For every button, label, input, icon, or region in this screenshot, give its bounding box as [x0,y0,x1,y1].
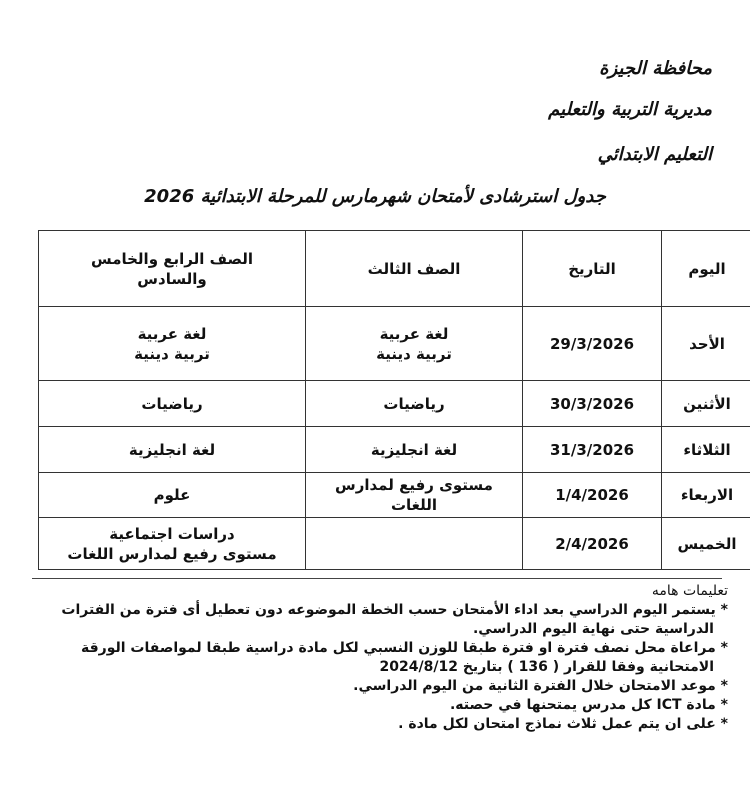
cell-grade456: لغة انجليزية [39,427,306,473]
divider-line [32,578,722,579]
instruction-line: * على ان يتم عمل ثلاث نماذج امتحان لكل مادة . [398,716,728,732]
schedule-title: جدول استرشادى لأمتحان شهرمارس للمرحلة الابتدائية 2026 [144,186,606,207]
instructions-heading: تعليمات هامه [651,583,728,599]
instruction-line: * موعد الامتحان خلال الفترة الثانية من اليوم الدراسي. [353,678,728,694]
cell-date: 29/3/2026 [523,307,662,381]
cell-day: الثلاثاء [662,427,750,473]
cell-grade456: دراسات اجتماعية مستوى رفيع لمدارس اللغات [39,518,306,570]
cell-grade3: لغة انجليزية [306,427,523,473]
instruction-line: * مادة ICT كل مدرس يمتحنها في حصته. [449,697,728,713]
col-header-date: التاريخ [523,231,662,307]
cell-grade3: لغة عربية تربية دينية [306,307,523,381]
cell-date: 30/3/2026 [523,381,662,427]
table-row [39,427,750,473]
instruction-line: * يستمر اليوم الدراسي بعد اداء الأمتحان حسب الخطة الموضوعه دون تعطيل أى فترة من الفترات [61,602,728,618]
cell-grade456: رياضيات [39,381,306,427]
table-row [39,473,750,518]
table-row [39,381,750,427]
instruction-line: الدراسية حتى نهاية اليوم الدراسي. [472,621,714,637]
cell-date: 1/4/2026 [523,473,662,518]
cell-day: الأثنين [662,381,750,427]
table-row [39,307,750,381]
cell-grade456: علوم [39,473,306,518]
instruction-line: الامتحانية وفقا للقرار ( 136 ) بتاريخ 2024/8/12 [379,659,714,675]
governorate-heading: محافظة الجيزة [599,58,712,79]
table-header-row [39,231,750,307]
cell-grade3 [306,518,523,570]
instruction-line: * مراعاة محل نصف فترة او فترة طبقا للوزن النسبي لكل مادة دراسية طبقا لمواصفات الورقة [81,640,728,656]
cell-date: 31/3/2026 [523,427,662,473]
col-header-day: اليوم [662,231,750,307]
table-row [39,518,750,570]
col-header-grade3: الصف الثالث [306,231,523,307]
cell-day: الخميس [662,518,750,570]
cell-grade3: رياضيات [306,381,523,427]
cell-grade3: مستوى رفيع لمدارس اللغات [306,473,523,518]
cell-day: الاربعاء [662,473,750,518]
instructions-block [30,582,728,734]
exam-schedule-table [38,230,750,570]
cell-date: 2/4/2026 [523,518,662,570]
directorate-heading: مديرية التربية والتعليم [548,99,712,120]
cell-day: الأحد [662,307,750,381]
col-header-grade456: الصف الرابع والخامس والسادس [39,231,306,307]
cell-grade456: لغة عربية تربية دينية [39,307,306,381]
stage-heading: التعليم الابتدائي [597,144,712,165]
